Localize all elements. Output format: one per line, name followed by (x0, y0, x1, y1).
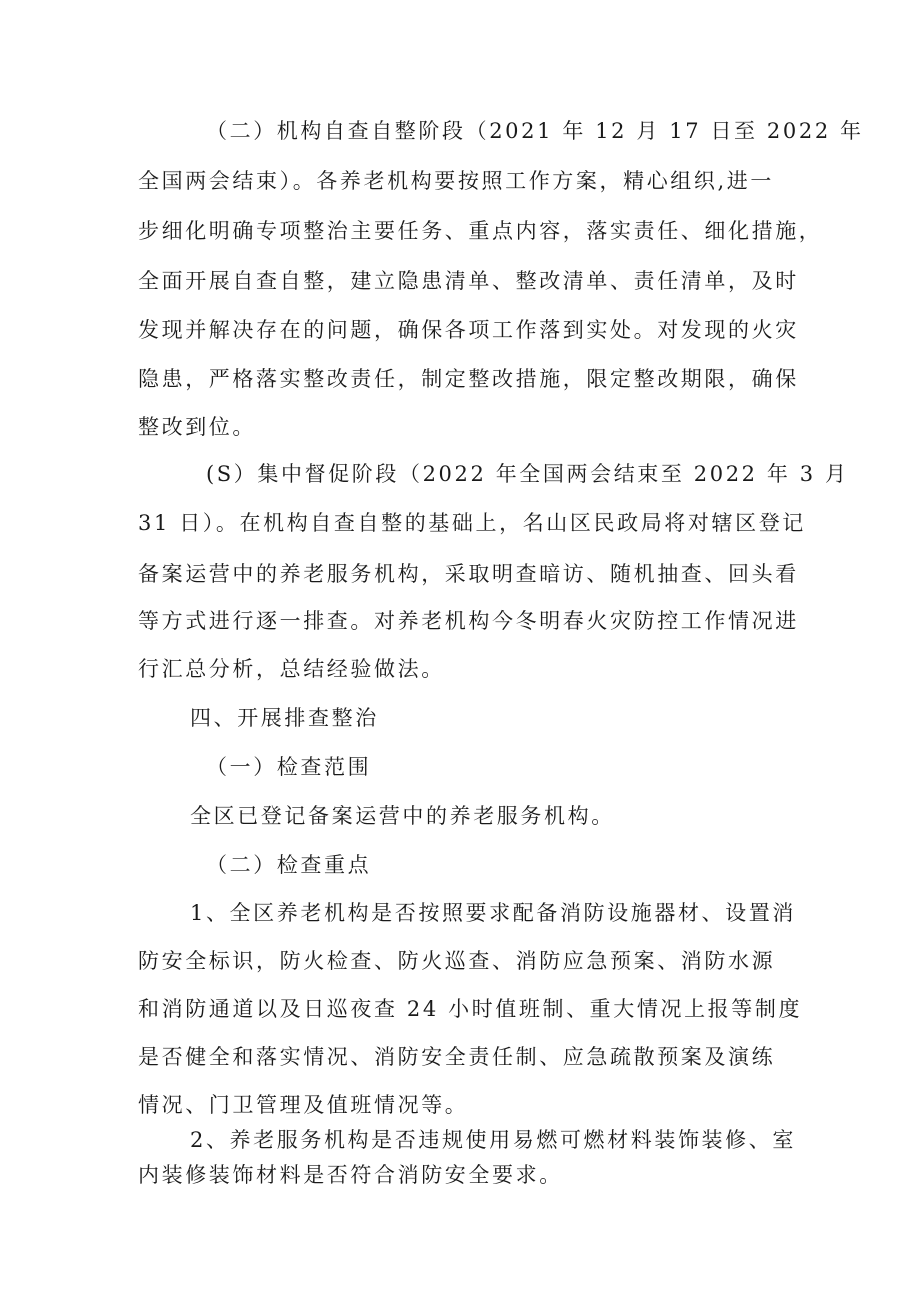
text-line: 整改到位。 (138, 415, 256, 439)
text-line: 是否健全和落实情况、消防安全责任制、应急疏散预案及演练 (138, 1045, 776, 1069)
text-line: 等方式进行逐一排查。对养老机构今冬明春火灾防控工作情况进 (138, 609, 799, 633)
text-line: 全面开展自查自整，建立隐患清单、整改清单、责任清单，及时 (138, 269, 799, 293)
text-line: 防安全标识，防火检查、防火巡查、消防应急预案、消防水源 (138, 949, 776, 973)
text-line: 隐患，严格落实整改责任，制定整改措施，限定整改期限，确保 (138, 367, 799, 391)
text-line: 全区已登记备案运营中的养老服务机构。 (190, 804, 615, 828)
text-line: 步细化明确专项整治主要任务、重点内容，落实责任、细化措施， (138, 219, 823, 243)
text-line: 和消防通道以及日巡夜查 24 小时值班制、重大情况上报等制度 (138, 997, 803, 1021)
text-line: 行汇总分析，总结经验做法。 (138, 657, 445, 681)
text-line-item-one: 1、全区养老机构是否按照要求配备消防设施器材、设置消 (190, 901, 796, 925)
text-line: 情况、门卫管理及值班情况等。 (138, 1093, 469, 1117)
subsection-heading-focus: （二）检查重点 (206, 853, 372, 877)
text-line: 内装修装饰材料是否符合消防安全要求。 (138, 1163, 563, 1187)
text-line: 备案运营中的养老服务机构，采取明查暗访、随机抽查、回头看 (138, 562, 799, 586)
section-heading-four: 四、开展排查整治 (190, 706, 379, 730)
subsection-heading-scope: （一）检查范围 (206, 755, 372, 779)
text-line-stage-three-heading: (S）集中督促阶段（2022 年全国两会结束至 2022 年 3 月 (206, 462, 849, 486)
text-line-item-two: 2、养老服务机构是否违规使用易燃可燃材料装饰装修、室 (190, 1128, 796, 1152)
text-line: 全国两会结束）。各养老机构要按照工作方案，精心组织,进一 (138, 169, 774, 193)
text-line: 31 日）。在机构自查自整的基础上，名山区民政局将对辖区登记 (138, 511, 806, 535)
text-line-stage-two-heading: （二）机构自查自整阶段（2021 年 12 月 17 日至 2022 年 (206, 119, 864, 143)
text-line: 发现并解决存在的问题，确保各项工作落到实处。对发现的火灾 (138, 318, 799, 342)
